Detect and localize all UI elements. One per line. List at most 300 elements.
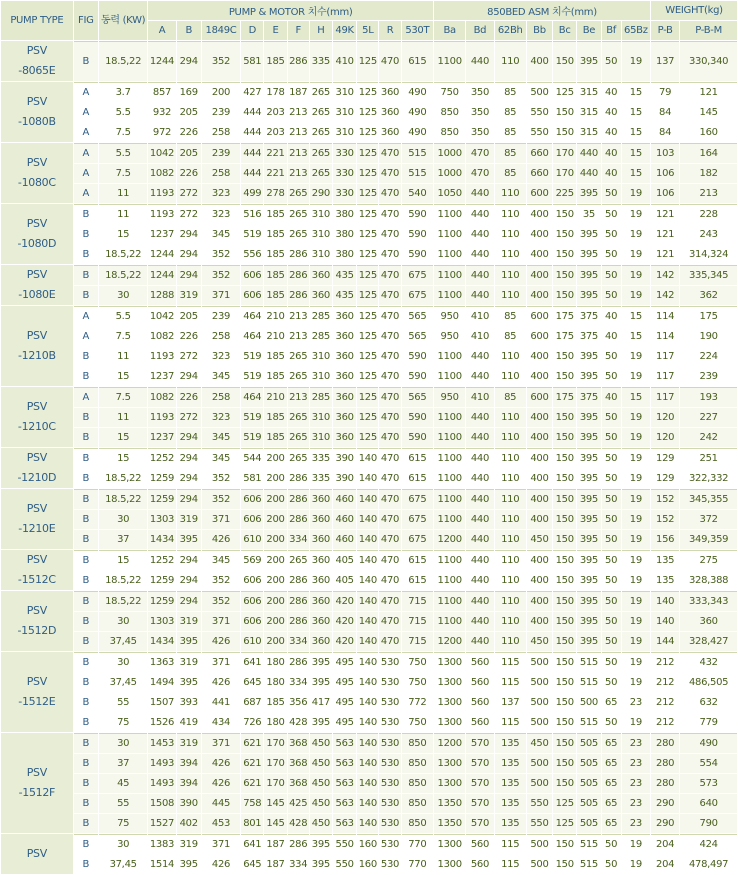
value-cell: 581 xyxy=(241,469,263,488)
value-cell: 125 xyxy=(357,428,378,447)
fig-cell: B xyxy=(74,286,98,305)
value-cell: 50 xyxy=(602,225,621,244)
value-cell: 470 xyxy=(379,550,400,570)
value-cell: 150 xyxy=(553,204,576,224)
value-cell: 323 xyxy=(202,408,240,427)
value-cell: 360 xyxy=(310,571,332,590)
value-cell: 444 xyxy=(241,103,263,122)
value-cell: 440 xyxy=(466,347,493,366)
power-cell: 7.5 xyxy=(99,164,147,183)
value-cell: 360 xyxy=(310,265,332,285)
value-cell: 530 xyxy=(379,834,400,854)
value-cell: 19 xyxy=(622,286,650,305)
value-cell: 550 xyxy=(527,794,552,813)
value-cell: 110 xyxy=(495,448,526,468)
value-cell: 200 xyxy=(264,612,286,631)
value-cell: 182 xyxy=(680,164,737,183)
value-cell: 110 xyxy=(495,469,526,488)
value-cell: 265 xyxy=(288,448,309,468)
value-cell: 335 xyxy=(310,469,332,488)
value-cell: 200 xyxy=(264,550,286,570)
value-cell: 286 xyxy=(288,612,309,631)
value-cell: 395 xyxy=(577,367,600,386)
value-cell: 400 xyxy=(527,489,552,509)
value-cell: 310 xyxy=(310,204,332,224)
value-cell: 400 xyxy=(527,428,552,447)
value-cell: 563 xyxy=(333,774,356,793)
column-header: Ba xyxy=(434,21,465,40)
value-cell: 19 xyxy=(622,834,650,854)
value-cell: 419 xyxy=(177,713,201,732)
value-cell: 632 xyxy=(680,693,737,712)
value-cell: 265 xyxy=(288,408,309,427)
value-cell: 400 xyxy=(527,571,552,590)
value-cell: 50 xyxy=(602,591,621,611)
value-cell: 294 xyxy=(177,225,201,244)
value-cell: 160 xyxy=(680,123,737,142)
value-cell: 352 xyxy=(202,571,240,590)
value-cell: 400 xyxy=(527,408,552,427)
value-cell: 19 xyxy=(622,510,650,529)
value-cell: 85 xyxy=(495,387,526,407)
value-cell: 560 xyxy=(466,834,493,854)
value-cell: 380 xyxy=(333,225,356,244)
pump-model-series: PSV xyxy=(26,400,47,413)
value-cell: 125 xyxy=(357,347,378,366)
value-cell: 405 xyxy=(333,550,356,570)
value-cell: 315 xyxy=(577,123,600,142)
power-cell: 37,45 xyxy=(99,632,147,651)
value-cell: 310 xyxy=(310,225,332,244)
value-cell: 200 xyxy=(264,469,286,488)
fig-cell: B xyxy=(74,245,98,264)
value-cell: 224 xyxy=(680,347,737,366)
value-cell: 519 xyxy=(241,367,263,386)
value-cell: 1100 xyxy=(434,204,465,224)
value-cell: 286 xyxy=(288,652,309,672)
value-cell: 150 xyxy=(553,347,576,366)
value-cell: 560 xyxy=(466,652,493,672)
value-cell: 140 xyxy=(357,530,378,549)
value-cell: 1193 xyxy=(148,347,175,366)
value-cell: 470 xyxy=(466,164,493,183)
value-cell: 850 xyxy=(402,733,433,753)
table-row xyxy=(1,754,737,773)
value-cell: 440 xyxy=(466,408,493,427)
value-cell: 110 xyxy=(495,184,526,203)
value-cell: 440 xyxy=(466,204,493,224)
value-cell: 19 xyxy=(622,225,650,244)
pump-model-code: -1210E xyxy=(18,522,56,535)
value-cell: 590 xyxy=(402,408,433,427)
value-cell: 106 xyxy=(651,184,679,203)
fig-cell: A xyxy=(74,82,98,102)
value-cell: 19 xyxy=(622,632,650,651)
value-cell: 150 xyxy=(553,693,576,712)
column-header: 62Bh xyxy=(495,21,526,40)
value-cell: 187 xyxy=(264,834,286,854)
value-cell: 563 xyxy=(333,754,356,773)
value-cell: 360 xyxy=(333,367,356,386)
table-row xyxy=(1,204,737,224)
value-cell: 352 xyxy=(202,41,240,81)
value-cell: 135 xyxy=(495,754,526,773)
value-cell: 265 xyxy=(310,164,332,183)
power-cell: 15 xyxy=(99,550,147,570)
value-cell: 1200 xyxy=(434,632,465,651)
value-cell: 360 xyxy=(310,591,332,611)
value-cell: 1200 xyxy=(434,530,465,549)
value-cell: 19 xyxy=(622,530,650,549)
value-cell: 193 xyxy=(680,387,737,407)
value-cell: 554 xyxy=(680,754,737,773)
value-cell: 1050 xyxy=(434,184,465,203)
value-cell: 570 xyxy=(466,733,493,753)
value-cell: 185 xyxy=(264,225,286,244)
value-cell: 120 xyxy=(651,408,679,427)
value-cell: 125 xyxy=(357,408,378,427)
value-cell: 565 xyxy=(402,387,433,407)
fig-cell: B xyxy=(74,754,98,773)
value-cell: 470 xyxy=(379,367,400,386)
value-cell: 400 xyxy=(527,245,552,264)
value-cell: 242 xyxy=(680,428,737,447)
value-cell: 110 xyxy=(495,265,526,285)
value-cell: 499 xyxy=(241,184,263,203)
value-cell: 500 xyxy=(527,855,552,874)
value-cell: 294 xyxy=(177,41,201,81)
value-cell: 185 xyxy=(264,367,286,386)
value-cell: 530 xyxy=(379,794,400,813)
value-cell: 142 xyxy=(651,265,679,285)
value-cell: 175 xyxy=(553,306,576,326)
value-cell: 294 xyxy=(177,245,201,264)
value-cell: 1259 xyxy=(148,571,175,590)
value-cell: 150 xyxy=(553,225,576,244)
value-cell: 200 xyxy=(264,489,286,509)
fig-cell: B xyxy=(74,794,98,813)
value-cell: 440 xyxy=(466,41,493,81)
value-cell: 226 xyxy=(177,387,201,407)
value-cell: 440 xyxy=(466,489,493,509)
value-cell: 1100 xyxy=(434,347,465,366)
value-cell: 470 xyxy=(379,571,400,590)
value-cell: 440 xyxy=(466,591,493,611)
value-cell: 170 xyxy=(553,143,576,163)
pump-model-cell xyxy=(1,204,73,264)
column-header: 1849C xyxy=(202,21,240,40)
pump-model-series: PSV xyxy=(26,329,47,342)
value-cell: 265 xyxy=(288,550,309,570)
value-cell: 395 xyxy=(577,510,600,529)
fig-cell: B xyxy=(74,41,98,81)
column-header: P-B-M xyxy=(680,21,737,40)
value-cell: 85 xyxy=(495,164,526,183)
value-cell: 23 xyxy=(622,814,650,833)
pump-model-code: -1512F xyxy=(18,786,56,799)
table-row xyxy=(1,306,737,326)
value-cell: 150 xyxy=(553,408,576,427)
pump-model-cell xyxy=(1,143,73,203)
value-cell: 750 xyxy=(434,82,465,102)
value-cell: 1244 xyxy=(148,265,175,285)
power-cell: 15 xyxy=(99,225,147,244)
value-cell: 50 xyxy=(602,530,621,549)
value-cell: 1350 xyxy=(434,794,465,813)
value-cell: 140 xyxy=(357,754,378,773)
value-cell: 125 xyxy=(357,306,378,326)
value-cell: 450 xyxy=(310,814,332,833)
value-cell: 258 xyxy=(202,123,240,142)
value-cell: 371 xyxy=(202,286,240,305)
value-cell: 1300 xyxy=(434,754,465,773)
value-cell: 428 xyxy=(288,713,309,732)
value-cell: 140 xyxy=(357,673,378,692)
value-cell: 160 xyxy=(357,834,378,854)
pump-model-code: -1080C xyxy=(17,176,56,189)
value-cell: 470 xyxy=(379,612,400,631)
value-cell: 470 xyxy=(379,510,400,529)
value-cell: 505 xyxy=(577,754,600,773)
value-cell: 569 xyxy=(241,550,263,570)
value-cell: 360 xyxy=(333,347,356,366)
value-cell: 19 xyxy=(622,673,650,692)
table-row xyxy=(1,225,737,244)
value-cell: 125 xyxy=(357,225,378,244)
value-cell: 1434 xyxy=(148,632,175,651)
value-cell: 640 xyxy=(680,794,737,813)
value-cell: 185 xyxy=(264,265,286,285)
pump-model-cell xyxy=(1,82,73,142)
column-header: 65Bz xyxy=(622,21,650,40)
value-cell: 1252 xyxy=(148,550,175,570)
value-cell: 556 xyxy=(241,245,263,264)
value-cell: 610 xyxy=(241,530,263,549)
value-cell: 1042 xyxy=(148,306,175,326)
value-cell: 334 xyxy=(288,530,309,549)
fig-cell: B xyxy=(74,693,98,712)
value-cell: 35 xyxy=(577,204,600,224)
value-cell: 110 xyxy=(495,347,526,366)
value-cell: 15 xyxy=(622,387,650,407)
value-cell: 1193 xyxy=(148,408,175,427)
fig-cell: B xyxy=(74,367,98,386)
value-cell: 150 xyxy=(553,550,576,570)
value-cell: 500 xyxy=(527,82,552,102)
value-cell: 228 xyxy=(680,204,737,224)
value-cell: 110 xyxy=(495,204,526,224)
value-cell: 23 xyxy=(622,693,650,712)
value-cell: 505 xyxy=(577,794,600,813)
value-cell: 615 xyxy=(402,469,433,488)
value-cell: 178 xyxy=(264,82,286,102)
value-cell: 140 xyxy=(357,814,378,833)
value-cell: 310 xyxy=(333,103,356,122)
value-cell: 530 xyxy=(379,733,400,753)
table-row xyxy=(1,347,737,366)
column-header: E xyxy=(264,21,286,40)
value-cell: 395 xyxy=(577,408,600,427)
value-cell: 19 xyxy=(622,245,650,264)
value-cell: 470 xyxy=(379,448,400,468)
value-cell: 570 xyxy=(466,774,493,793)
power-cell: 55 xyxy=(99,794,147,813)
value-cell: 395 xyxy=(577,448,600,468)
value-cell: 1082 xyxy=(148,387,175,407)
value-cell: 203 xyxy=(264,103,286,122)
value-cell: 470 xyxy=(379,225,400,244)
value-cell: 410 xyxy=(466,387,493,407)
value-cell: 390 xyxy=(177,794,201,813)
value-cell: 395 xyxy=(577,530,600,549)
value-cell: 570 xyxy=(466,794,493,813)
value-cell: 200 xyxy=(264,632,286,651)
value-cell: 390 xyxy=(333,448,356,468)
pump-model-code: -1210B xyxy=(17,349,56,362)
value-cell: 125 xyxy=(357,143,378,163)
value-cell: 950 xyxy=(434,306,465,326)
value-cell: 125 xyxy=(357,367,378,386)
value-cell: 801 xyxy=(241,814,263,833)
value-cell: 319 xyxy=(177,834,201,854)
power-cell: 75 xyxy=(99,713,147,732)
pump-model-series: PSV xyxy=(26,502,47,515)
pump-model-code: -8065E xyxy=(18,64,56,77)
power-cell: 30 xyxy=(99,286,147,305)
value-cell: 530 xyxy=(379,774,400,793)
value-cell: 420 xyxy=(333,591,356,611)
value-cell: 251 xyxy=(680,448,737,468)
value-cell: 779 xyxy=(680,713,737,732)
value-cell: 278 xyxy=(264,184,286,203)
value-cell: 125 xyxy=(357,204,378,224)
value-cell: 470 xyxy=(379,184,400,203)
value-cell: 15 xyxy=(622,327,650,346)
value-cell: 440 xyxy=(466,428,493,447)
power-cell: 30 xyxy=(99,733,147,753)
value-cell: 227 xyxy=(680,408,737,427)
power-cell: 30 xyxy=(99,612,147,631)
value-cell: 50 xyxy=(602,652,621,672)
value-cell: 135 xyxy=(495,794,526,813)
value-cell: 150 xyxy=(553,103,576,122)
value-cell: 395 xyxy=(577,347,600,366)
value-cell: 140 xyxy=(357,693,378,712)
value-cell: 540 xyxy=(402,184,433,203)
value-cell: 444 xyxy=(241,164,263,183)
value-cell: 125 xyxy=(553,82,576,102)
value-cell: 314,324 xyxy=(680,245,737,264)
value-cell: 15 xyxy=(622,164,650,183)
value-cell: 328,388 xyxy=(680,571,737,590)
value-cell: 345 xyxy=(202,448,240,468)
value-cell: 621 xyxy=(241,733,263,753)
value-cell: 440 xyxy=(466,184,493,203)
value-cell: 125 xyxy=(553,814,576,833)
pump-motor-dimensions-header: PUMP & MOTOR 치수(mm) xyxy=(148,1,433,20)
value-cell: 115 xyxy=(495,834,526,854)
value-cell: 19 xyxy=(622,591,650,611)
value-cell: 330 xyxy=(333,164,356,183)
value-cell: 125 xyxy=(357,164,378,183)
value-cell: 150 xyxy=(553,469,576,488)
table-row xyxy=(1,82,737,102)
value-cell: 453 xyxy=(202,814,240,833)
column-header: Bc xyxy=(553,21,576,40)
value-cell: 1300 xyxy=(434,855,465,874)
value-cell: 641 xyxy=(241,834,263,854)
value-cell: 530 xyxy=(379,652,400,672)
value-cell: 185 xyxy=(264,204,286,224)
value-cell: 150 xyxy=(553,632,576,651)
value-cell: 395 xyxy=(577,632,600,651)
value-cell: 570 xyxy=(466,754,493,773)
value-cell: 371 xyxy=(202,733,240,753)
value-cell: 563 xyxy=(333,794,356,813)
pump-model-code: -1080E xyxy=(18,288,56,301)
value-cell: 726 xyxy=(241,713,263,732)
value-cell: 265 xyxy=(288,204,309,224)
pump-model-cell xyxy=(1,550,73,590)
value-cell: 570 xyxy=(466,814,493,833)
value-cell: 213 xyxy=(288,164,309,183)
value-cell: 1303 xyxy=(148,510,175,529)
pump-model-code: -1512D xyxy=(17,624,57,637)
table-row xyxy=(1,612,737,631)
value-cell: 40 xyxy=(602,306,621,326)
value-cell: 395 xyxy=(310,652,332,672)
table-row xyxy=(1,286,737,305)
fig-cell: A xyxy=(74,164,98,183)
power-cell: 11 xyxy=(99,408,147,427)
value-cell: 470 xyxy=(379,469,400,488)
fig-cell: A xyxy=(74,184,98,203)
value-cell: 85 xyxy=(495,306,526,326)
value-cell: 516 xyxy=(241,204,263,224)
value-cell: 180 xyxy=(264,652,286,672)
value-cell: 615 xyxy=(402,41,433,81)
value-cell: 23 xyxy=(622,754,650,773)
value-cell: 360 xyxy=(310,632,332,651)
value-cell: 400 xyxy=(527,510,552,529)
fig-cell: B xyxy=(74,814,98,833)
pump-model-cell xyxy=(1,448,73,488)
value-cell: 395 xyxy=(177,855,201,874)
value-cell: 687 xyxy=(241,693,263,712)
value-cell: 125 xyxy=(357,286,378,305)
value-cell: 500 xyxy=(527,774,552,793)
value-cell: 590 xyxy=(402,204,433,224)
value-cell: 460 xyxy=(333,510,356,529)
value-cell: 110 xyxy=(495,41,526,81)
pump-model-series: PSV xyxy=(26,766,47,779)
value-cell: 715 xyxy=(402,612,433,631)
power-cell: 18.5,22 xyxy=(99,41,147,81)
value-cell: 319 xyxy=(177,733,201,753)
value-cell: 180 xyxy=(264,673,286,692)
value-cell: 150 xyxy=(553,774,576,793)
value-cell: 1527 xyxy=(148,814,175,833)
value-cell: 150 xyxy=(553,41,576,81)
value-cell: 140 xyxy=(357,612,378,631)
value-cell: 368 xyxy=(288,733,309,753)
value-cell: 280 xyxy=(651,733,679,753)
value-cell: 50 xyxy=(602,834,621,854)
fig-cell: B xyxy=(74,632,98,651)
value-cell: 426 xyxy=(202,855,240,874)
value-cell: 135 xyxy=(495,814,526,833)
value-cell: 265 xyxy=(288,367,309,386)
